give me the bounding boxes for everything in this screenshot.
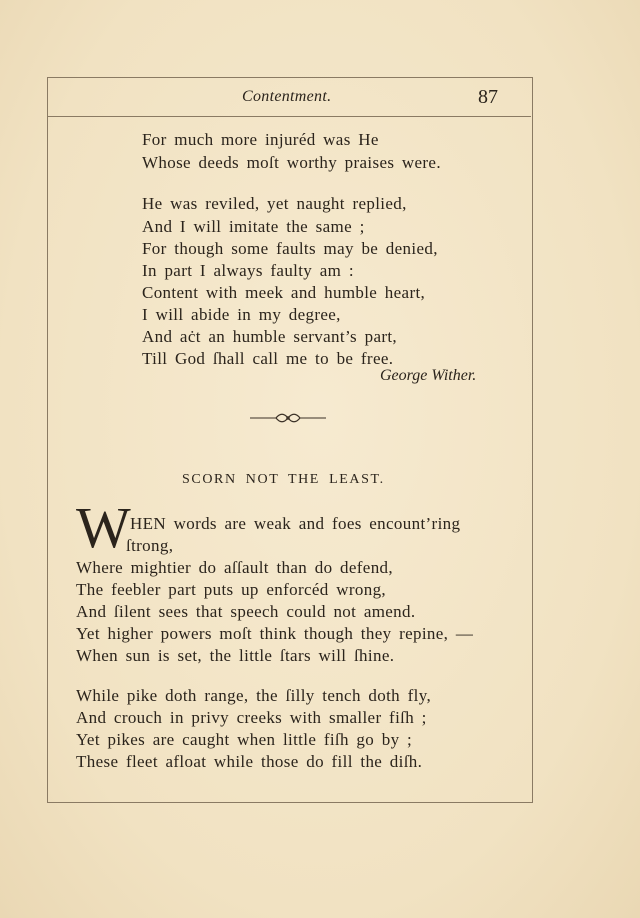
poem-line: The feebler part puts up enforcéd wrong, [76, 580, 387, 599]
poem-line: I will abide in my degree, [142, 305, 341, 324]
poem-line: In part I always faulty am : [142, 261, 354, 280]
poem-line: And crouch in privy creeks with smaller fiſh ; [76, 708, 427, 727]
running-title: Contentment. [242, 88, 332, 105]
poem-line: Till God ſhall call me to be free. [142, 349, 394, 368]
poem-line: Content with meek and humble heart, [142, 283, 426, 302]
poem-line: Where mightier do aſſault than do defend, [76, 558, 393, 577]
header-rule [47, 116, 531, 117]
poem-line: For though some faults may be denied, [142, 239, 438, 258]
drop-cap: W [76, 495, 127, 560]
poem-line: And aċt an humble servant’s part, [142, 327, 398, 346]
poem-line: ſtrong, [126, 536, 174, 555]
poem-line: He was reviled, yet naught replied, [142, 194, 407, 213]
poem-line: And ſilent sees that speech could not amend. [76, 602, 416, 621]
poem-first-line: HEN words are weak and foes encount’ring [130, 514, 461, 533]
poem-title: SCORN NOT THE LEAST. [182, 472, 385, 487]
poem-line: Yet pikes are caught when little fiſh go by ; [76, 730, 413, 749]
poem-line: While pike doth range, the ſilly tench doth fly, [76, 686, 432, 705]
poem-line: For much more injuréd was He [142, 130, 379, 149]
poem-line: These fleet afloat while those do fill the diſh. [76, 752, 423, 771]
section-ornament [250, 412, 326, 424]
poem-line: Yet higher powers moſt think though they repine, — [76, 624, 474, 643]
poem-line: And I will imitate the same ; [142, 217, 365, 236]
page-number: 87 [478, 86, 498, 108]
author-attribution: George Wither. [380, 367, 477, 384]
poem-line: Whose deeds moſt worthy praises were. [142, 153, 441, 172]
poem-line: When sun is set, the little ſtars will ſhine. [76, 646, 395, 665]
